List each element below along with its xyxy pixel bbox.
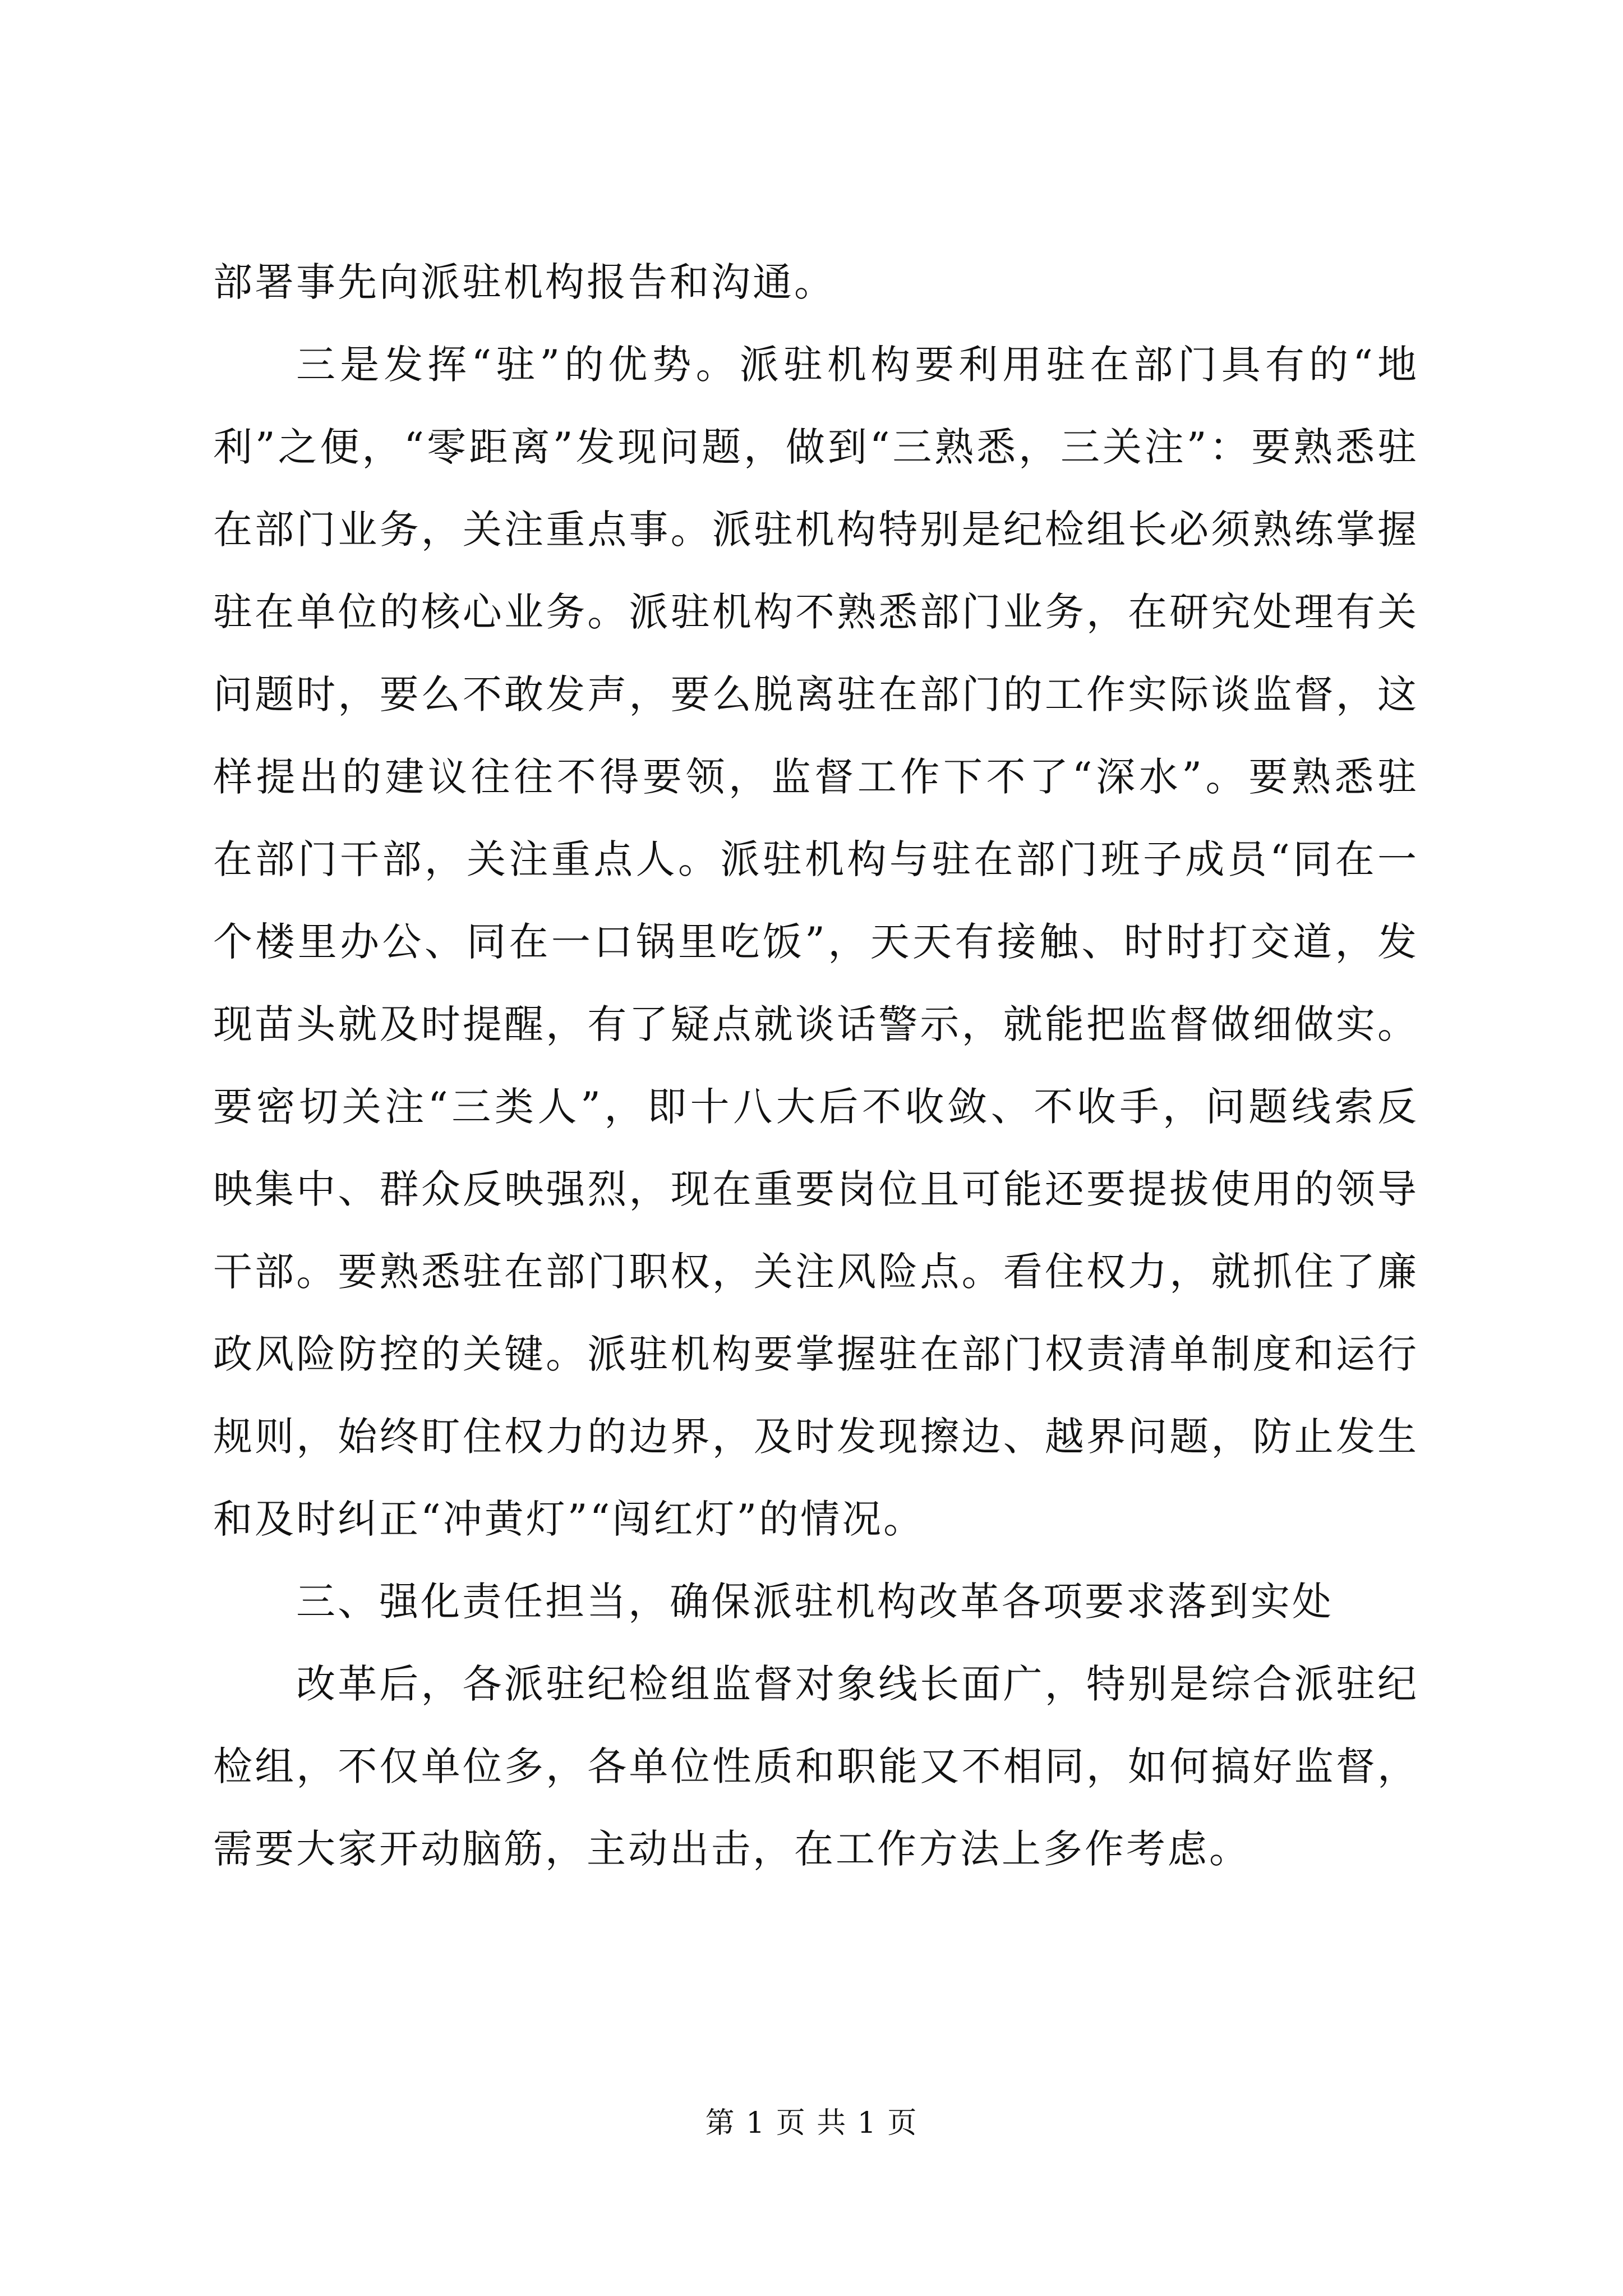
document-body — [213, 241, 1419, 1890]
paragraph-1: 部署事先向派驻机构报告和沟通。 — [213, 259, 836, 305]
page-footer: 第 1 页 共 1 页 — [705, 2106, 918, 2140]
section-heading: 三、强化责任担当，确保派驻机构改革各项要求落到实处 — [296, 1579, 1334, 1625]
paragraph-2: 三是发挥“驻”的优势。派驻机构要利用驻在部门具有的“地利”之便，“零距离”发现问题，做到“三熟悉，三关注”：要熟悉驻在部门业务，关注重点事。派驻机构特别是纪检组长必须熟练掌握驻在单位的核心业务。派驻机构不熟悉部门业务，在研究处理有关问题时，要么不敢发声，要么脱离驻在部门的工作实际谈监督，这样提出的建议往往不得要领，监督工作下不了“深水”。要熟悉驻在部门干部，关注重点人。派驻机构与驻在部门班子成员“同在一个楼里办公、同在一口锅里吃饭”，天天有接触、时时打交道，发现苗头就及时提醒，有了疑点就谈话警示，就能把监督做细做实。要密切关注“三类人”，即十八大后不收敛、不收手，问题线索反映集中、群众反映强烈，现在重要岗位且可能还要提拔使用的领导干部。要熟悉驻在部门职权，关注风险点。看住权力，就抓住了廉政风险防控的关键。派驻机构要掌握驻在部门权责清单制度和运行规则，始终盯住权力的边界，及时发现擦边、越界问题，防止发生和及时纠正“冲黄灯”“闯红灯”的情况。 — [213, 342, 1419, 1542]
paragraph-3: 改革后，各派驻纪检组监督对象线长面广，特别是综合派驻纪检组，不仅单位多，各单位性质和职能又不相同，如何搞好监督，需要大家开动脑筋，主动出击，在工作方法上多作考虑。 — [213, 1661, 1419, 1872]
